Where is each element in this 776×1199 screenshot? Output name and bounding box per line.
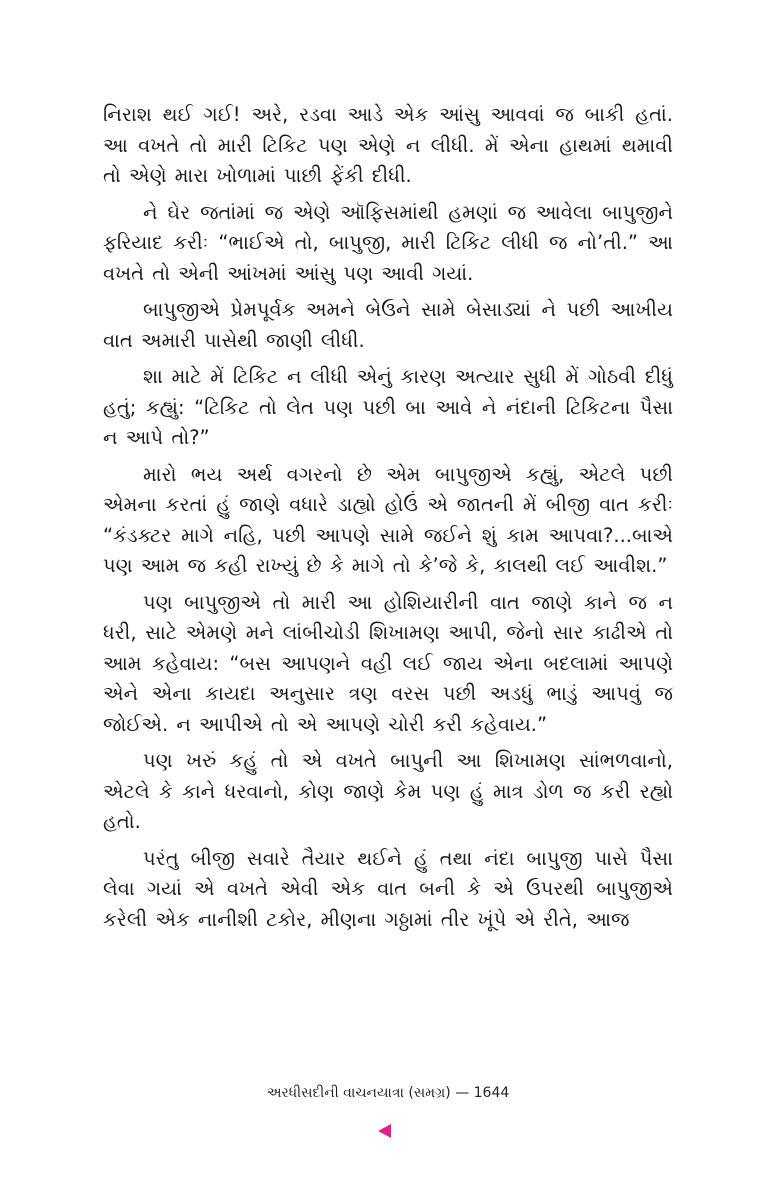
paragraph-4: શા માટે મેં ટિકિટ ન લીધી એનું કારણ અત્યાર સુધી મેં ગોઠવી દીધું હતું; કહ્યું: “ટિકિટ તો લેત પણ પછી બા આવે ને નંદાની ટિકિટના પૈસા ન આપે તો?”	[103, 365, 673, 449]
paragraph-2: ને ઘેર જતાંમાં જ એણે ઑફિસમાંથી હમણાં જ આવેલા બાપુજીને ફરિયાદ કરીઃ “ભાઈએ તો, બાપુજી, મારી ટિકિટ લીધી જ નો’તી.” આ વખતે તો એની આંખમાં આંસુ પણ આવી ગયાં.	[103, 200, 673, 285]
paragraph-6: પણ બાપુજીએ તો મારી આ હોશિયારીની વાત જાણે કાને જ ન ધરી, સાટે એમણે મને લાંબીચોડી શિખામણ આપી, જેનો સાર કાઢીએ તો આમ કહેવાય: “બસ આપણને વહી લઈ જાય એના બદલામાં આપણે એને એના કાયદા અનુસાર ત્રણ વરસ પછી અડધું ભાડું આપવું જ જોઈએ. ન આપીએ તો એ આપણે ચોરી કરી કહેવાય.”	[103, 590, 673, 736]
footer-page-number: 1644	[473, 1085, 510, 1101]
paragraph-1: નિરાશ થઈ ગઈ! અરે, રડવા આડે એક આંસુ આવવાં જ બાકી હતાં. આ વખતે તો મારી ટિકિટ પણ એણે ન લીધી. મેં એના હાથમાં થમાવી તો એણે મારા ખોળામાં પાછી ફેંકી દીધી.	[103, 103, 673, 187]
paragraph-5: મારો ભય અર્થ વગરનો છે એમ બાપુજીએ કહ્યું, એટલે પછી એમના કરતાં હું જાણે વધારે ડાહ્યો હોઉં એ જાતની મેં બીજી વાત કરીઃ “કંડક્ટર માગે નહિ, પછી આપણે સામે જઈને શું કામ આપવા?...બાએ પણ આમ જ કહી રાખ્યું છે કે માગે તો કે’જે કે, કાલથી લઈ આવીશ.”	[103, 462, 673, 577]
paragraph-3: બાપુજીએ પ્રેમપૂર્વક અમને બેઉને સામે બેસાડ્યાં ને પછી આખીય વાત અમારી પાસેથી જાણી લીધી.	[103, 298, 673, 352]
body-text	[103, 100, 673, 941]
left-triangle-icon[interactable]	[378, 1124, 391, 1138]
page-footer	[0, 1085, 776, 1101]
paragraph-7: પણ ખરું કહું તો એ વખતે બાપુની આ શિખામણ સાંભળવાનો, એટલે કે કાને ધરવાનો, કોણ જાણે કેમ પણ હું માત્ર ડોળ જ કરી રહ્યો હતો.	[103, 749, 673, 833]
footer-book-title: અરધીસદીની વાચનયાત્રા (સમગ્ર)	[266, 1085, 451, 1101]
footer-separator: —	[455, 1085, 470, 1101]
paragraph-8: પરંતુ બીજી સવારે તૈયાર થઈને હું તથા નંદા બાપુજી પાસે પૈસા લેવા ગયાં એ વખતે એવી એક વાત બની કે એ ઉપરથી બાપુજીએ કરેલી એક નાનીશી ટકોર, મીણના ગઠ્ઠામાં તીર ખૂંપે એ રીતે, આજ	[103, 846, 673, 931]
